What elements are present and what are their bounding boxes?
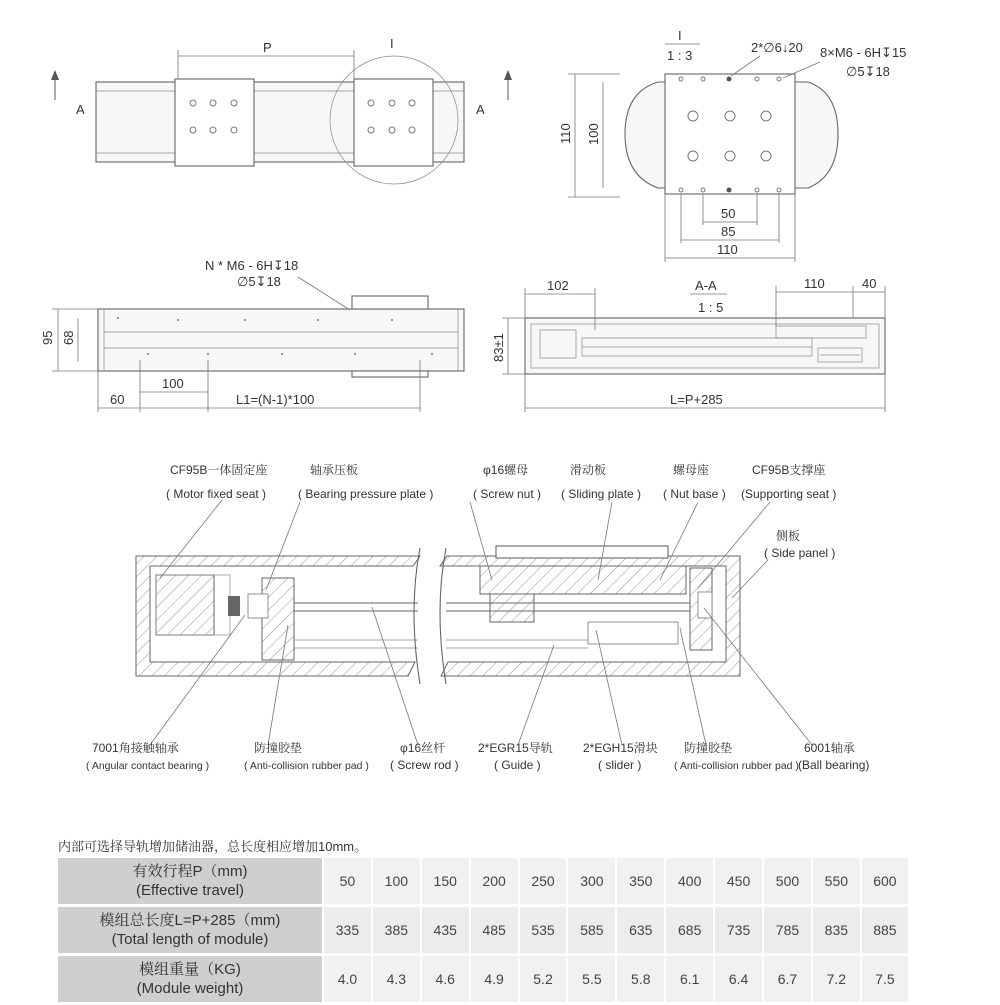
row-header-cn: 模组重量（KG) xyxy=(139,961,241,978)
table-cell: 4.3 xyxy=(372,955,421,1004)
label-sliding-plate-en: ( Sliding plate ) xyxy=(561,487,642,501)
row-header-en: (Effective travel) xyxy=(135,882,245,899)
table-cell: 400 xyxy=(665,858,714,906)
detail-scale: 1 : 3 xyxy=(667,48,693,63)
side-dim-100: 100 xyxy=(162,376,184,391)
detail-callout-thread: 8×M6 - 6H↧15 xyxy=(820,45,907,60)
row-header-cn: 有效行程P（mm) xyxy=(132,863,248,880)
table-row xyxy=(58,906,908,955)
table-cell: 6.7 xyxy=(763,955,812,1004)
label-guide-cn: 2*EGR15导轨 xyxy=(478,741,553,755)
detail-label: I xyxy=(678,28,682,43)
side-dim-60: 60 xyxy=(110,392,125,407)
label-screw-nut-cn: φ16螺母 xyxy=(483,463,529,477)
label-side-panel-cn: 侧板 xyxy=(776,529,801,543)
detail-view xyxy=(558,28,906,262)
table-cell: 785 xyxy=(763,906,812,955)
label-nut-base-en: ( Nut base ) xyxy=(663,487,726,501)
section-scale: 1 : 5 xyxy=(698,300,724,315)
spec-table xyxy=(58,858,908,1005)
label-rubber-pad-left-cn: 防撞胶垫 xyxy=(254,741,303,755)
table-cell: 450 xyxy=(714,858,763,906)
label-side-panel-en: ( Side panel ) xyxy=(764,546,836,560)
side-callout-thread: N * M6 - 6H↧18 xyxy=(205,258,299,273)
table-cell: 4.9 xyxy=(470,955,519,1004)
table-cell: 735 xyxy=(714,906,763,955)
detail-dim-85: 85 xyxy=(721,224,736,239)
table-cell: 100 xyxy=(372,858,421,906)
label-screw-rod-en: ( Screw rod ) xyxy=(390,758,459,772)
table-cell: 4.0 xyxy=(323,955,372,1004)
label-angular-bearing-cn: 7001角接触轴承 xyxy=(92,741,179,755)
table-cell: 885 xyxy=(861,906,908,955)
cross-section-labels-top xyxy=(166,462,836,560)
table-cell: 6.1 xyxy=(665,955,714,1004)
table-cell: 635 xyxy=(616,906,665,955)
detail-dim-110-h: 110 xyxy=(717,242,738,257)
row-header-en: (Total length of module) xyxy=(111,931,269,948)
row-header xyxy=(58,906,323,955)
side-dim-68: 68 xyxy=(61,330,76,345)
section-dim-110: 110 xyxy=(804,276,825,291)
label-angular-bearing-en: ( Angular contact bearing ) xyxy=(86,760,210,772)
top-label-i: I xyxy=(390,36,394,51)
label-motor-seat-cn: CF95B一体固定座 xyxy=(170,463,268,477)
table-cell: 5.2 xyxy=(519,955,568,1004)
table-row xyxy=(58,955,908,1004)
table-cell: 7.2 xyxy=(812,955,861,1004)
row-header xyxy=(58,955,323,1004)
detail-dim-50: 50 xyxy=(721,206,736,221)
side-dim-l1: L1=(N-1)*100 xyxy=(236,392,315,407)
table-cell: 385 xyxy=(372,906,421,955)
table-cell: 150 xyxy=(421,858,470,906)
label-ball-bearing-en: (Ball bearing) xyxy=(798,758,870,772)
table-row xyxy=(58,858,908,906)
side-callout-drill: ∅5↧18 xyxy=(237,274,281,289)
section-dim-83: 83±1 xyxy=(491,333,506,362)
table-cell: 685 xyxy=(665,906,714,955)
detail-callout-holes: 2*∅6↓20 xyxy=(751,40,803,55)
table-cell: 200 xyxy=(470,858,519,906)
label-bearing-plate-cn: 轴承压板 xyxy=(310,463,359,477)
section-title: A-A xyxy=(695,278,717,293)
label-motor-seat-en: ( Motor fixed seat ) xyxy=(166,487,267,501)
table-cell: 50 xyxy=(323,858,372,906)
table-cell: 4.6 xyxy=(421,955,470,1004)
label-screw-nut-en: ( Screw nut ) xyxy=(473,487,542,501)
label-rubber-pad-right-cn: 防撞胶垫 xyxy=(684,741,733,755)
table-cell: 550 xyxy=(812,858,861,906)
table-note: 内部可选择导轨增加储油器，总长度相应增加10mm。 xyxy=(58,839,368,854)
table-cell: 300 xyxy=(567,858,616,906)
detail-callout-drill: ∅5↧18 xyxy=(846,64,890,79)
detail-dim-100-v: 100 xyxy=(586,123,601,145)
table-cell: 350 xyxy=(616,858,665,906)
label-ball-bearing-cn: 6001轴承 xyxy=(804,741,855,755)
label-guide-en: ( Guide ) xyxy=(494,758,541,772)
table-cell: 435 xyxy=(421,906,470,955)
table-cell: 535 xyxy=(519,906,568,955)
label-rubber-pad-right-en: ( Anti-collision rubber pad ) xyxy=(674,760,799,772)
section-dim-l: L=P+285 xyxy=(670,392,723,407)
label-support-seat-cn: CF95B支撑座 xyxy=(752,463,826,477)
label-rubber-pad-left-en: ( Anti-collision rubber pad ) xyxy=(244,760,369,772)
table-cell: 6.4 xyxy=(714,955,763,1004)
section-mark-right: A xyxy=(476,102,485,117)
label-slider-cn: 2*EGH15滑块 xyxy=(583,741,658,755)
section-view xyxy=(491,276,885,412)
side-dim-95: 95 xyxy=(40,330,55,345)
table-cell: 335 xyxy=(323,906,372,955)
top-label-p: P xyxy=(263,40,272,55)
cross-section-labels-bottom xyxy=(86,740,869,772)
label-slider-en: ( slider ) xyxy=(598,758,642,772)
label-support-seat-en: (Supporting seat ) xyxy=(741,487,837,501)
section-mark-left: A xyxy=(76,102,85,117)
table-cell: 5.5 xyxy=(567,955,616,1004)
table-cell: 485 xyxy=(470,906,519,955)
table-cell: 5.8 xyxy=(616,955,665,1004)
top-view xyxy=(51,36,512,184)
table-cell: 600 xyxy=(861,858,908,906)
cross-section xyxy=(136,546,740,684)
leader-lines xyxy=(150,500,812,745)
table-cell: 7.5 xyxy=(861,955,908,1004)
section-dim-102: 102 xyxy=(547,278,569,293)
section-dim-40: 40 xyxy=(862,276,877,291)
label-sliding-plate-cn: 滑动板 xyxy=(570,463,607,477)
table-cell: 500 xyxy=(763,858,812,906)
table-cell: 835 xyxy=(812,906,861,955)
table-cell: 585 xyxy=(567,906,616,955)
table-cell: 250 xyxy=(519,858,568,906)
label-screw-rod-cn: φ16丝杆 xyxy=(400,741,446,755)
row-header-en: (Module weight) xyxy=(136,980,244,997)
detail-dim-110-v: 110 xyxy=(558,123,573,144)
label-nut-base-cn: 螺母座 xyxy=(673,463,710,477)
label-bearing-plate-en: ( Bearing pressure plate ) xyxy=(298,487,434,501)
row-header-cn: 模组总长度L=P+285（mm) xyxy=(99,912,281,929)
side-view xyxy=(40,258,464,412)
row-header xyxy=(58,858,323,906)
